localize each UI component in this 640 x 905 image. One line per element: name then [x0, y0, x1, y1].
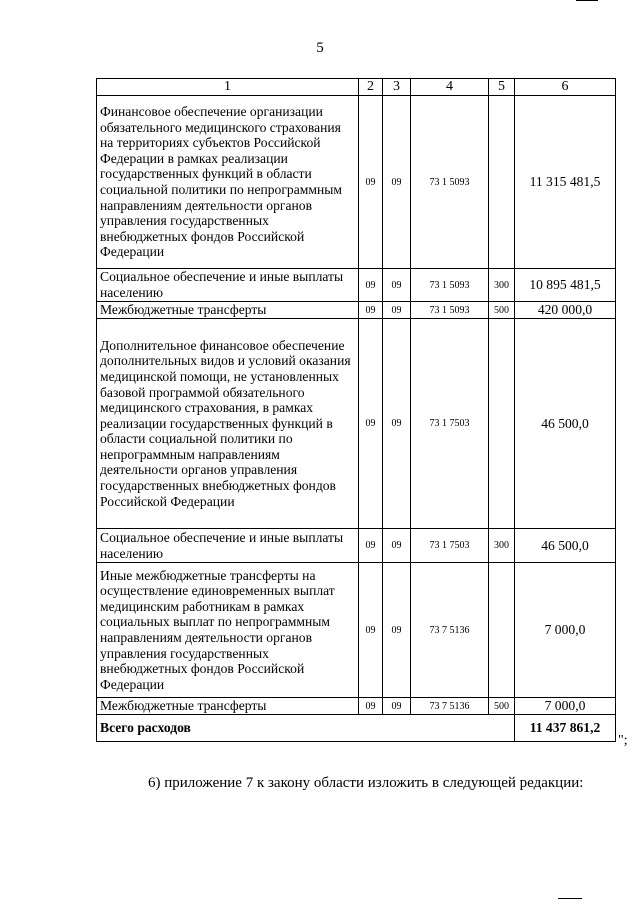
corner-mark [558, 898, 582, 899]
row-amount: 11 315 481,5 [515, 96, 616, 269]
col-header: 2 [359, 79, 383, 96]
row-amount: 10 895 481,5 [515, 269, 616, 302]
row-section: 09 [359, 529, 383, 563]
row-name: Финансовое обеспечение организации обязательного медицинского страхования на территориях субъектов Российской Федерации в рамках реализации государственных функций в области социальной политики по непрограммным направлениям деятельности органов управления государственных внебюджетных фондов Российской Федерации [97, 96, 359, 269]
row-subsection: 09 [383, 698, 411, 715]
row-subsection: 09 [383, 529, 411, 563]
row-amount: 46 500,0 [515, 529, 616, 563]
corner-mark [576, 0, 598, 1]
table-row [97, 269, 616, 302]
table-row [97, 319, 616, 529]
table-row [97, 563, 616, 698]
row-target-article: 73 1 7503 [411, 529, 489, 563]
total-value: 11 437 861,2 [515, 715, 616, 742]
paragraph-text: 6) приложение 7 к закону области изложить в следующей редакции: [148, 775, 584, 791]
row-section: 09 [359, 302, 383, 319]
row-amount: 7 000,0 [515, 563, 616, 698]
row-expense-type: 300 [489, 269, 515, 302]
row-section: 09 [359, 563, 383, 698]
table-row [97, 302, 616, 319]
row-target-article: 73 1 5093 [411, 96, 489, 269]
row-expense-type [489, 96, 515, 269]
row-section: 09 [359, 319, 383, 529]
row-name: Иные межбюджетные трансферты на осуществление единовременных выплат медицинским работникам в рамках социальных выплат по непрограммным направлениям деятельности органов управления государственных внебюджетных фондов Российской Федерации [97, 563, 359, 698]
row-section: 09 [359, 96, 383, 269]
row-subsection: 09 [383, 269, 411, 302]
row-target-article: 73 1 5093 [411, 302, 489, 319]
row-name: Дополнительное финансовое обеспечение дополнительных видов и условий оказания медицинской помощи, не установленных базовой программой обязательного медицинского страхования, в рамках реализации государственных функций в области социальной политики по непрограммным направлениям деятельности органов управления государственных внебюджетных фондов Российской Федерации [97, 319, 359, 529]
col-header: 3 [383, 79, 411, 96]
row-name: Социальное обеспечение и иные выплаты населению [97, 269, 359, 302]
table-row [97, 529, 616, 563]
row-subsection: 09 [383, 96, 411, 269]
row-target-article: 73 7 5136 [411, 698, 489, 715]
row-subsection: 09 [383, 319, 411, 529]
col-header: 4 [411, 79, 489, 96]
row-amount: 7 000,0 [515, 698, 616, 715]
row-amount: 46 500,0 [515, 319, 616, 529]
row-name: Межбюджетные трансферты [97, 698, 359, 715]
row-subsection: 09 [383, 302, 411, 319]
row-subsection: 09 [383, 563, 411, 698]
row-amount: 420 000,0 [515, 302, 616, 319]
row-name: Межбюджетные трансферты [97, 302, 359, 319]
total-row [97, 715, 616, 742]
row-target-article: 73 1 5093 [411, 269, 489, 302]
col-header: 6 [515, 79, 616, 96]
table-row [97, 96, 616, 269]
row-expense-type [489, 563, 515, 698]
row-section: 09 [359, 698, 383, 715]
row-expense-type: 300 [489, 529, 515, 563]
total-label: Всего расходов [97, 715, 515, 742]
row-target-article: 73 7 5136 [411, 563, 489, 698]
row-expense-type [489, 319, 515, 529]
budget-table [96, 78, 616, 742]
col-header: 1 [97, 79, 359, 96]
table-row [97, 698, 616, 715]
row-section: 09 [359, 269, 383, 302]
row-expense-type: 500 [489, 302, 515, 319]
header-row [97, 79, 616, 96]
row-expense-type: 500 [489, 698, 515, 715]
col-header: 5 [489, 79, 515, 96]
row-name: Социальное обеспечение и иные выплаты населению [97, 529, 359, 563]
row-target-article: 73 1 7503 [411, 319, 489, 529]
page-number: 5 [316, 40, 324, 56]
closing-quote: "; [618, 733, 628, 748]
